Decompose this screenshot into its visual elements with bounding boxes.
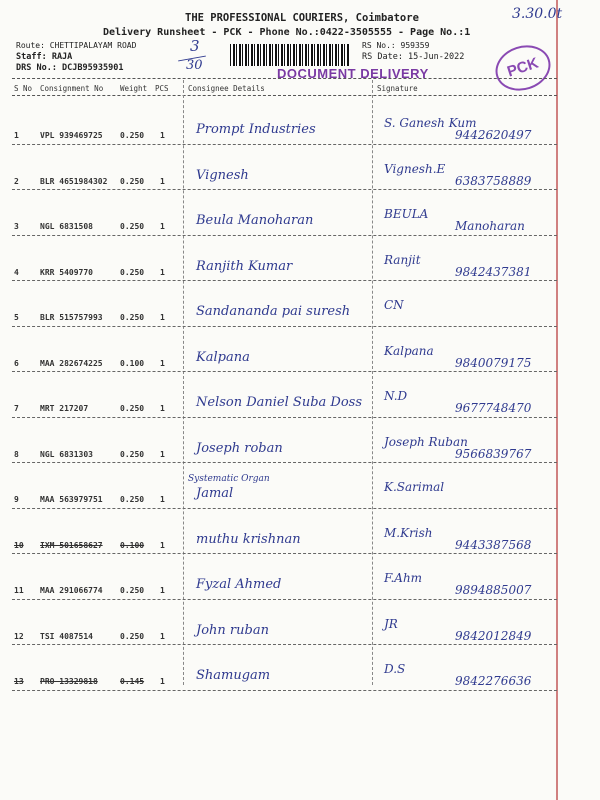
row-consignment-no: TSI 4087514 bbox=[40, 631, 93, 641]
row-sno: 8 bbox=[14, 449, 19, 459]
row-sno: 11 bbox=[14, 586, 24, 595]
row-weight: 0.100 bbox=[120, 358, 145, 368]
col-header-sno: S No bbox=[14, 84, 33, 93]
row-sno: 12 bbox=[14, 631, 24, 641]
row-signature: JR bbox=[384, 616, 398, 631]
row-weight: 0.250 bbox=[120, 176, 145, 186]
row-divider bbox=[12, 189, 557, 190]
row-weight: 0.250 bbox=[120, 267, 145, 277]
row-sno: 3 bbox=[14, 222, 19, 231]
row-signature: D.S bbox=[384, 662, 406, 676]
row-consignee-name: Joseph roban bbox=[196, 440, 283, 456]
rs-date: RS Date: 15-Jun-2022 bbox=[362, 52, 465, 62]
row-signature: CN bbox=[384, 298, 404, 312]
route-label: Route: CHETTIPALAYAM ROAD bbox=[16, 41, 137, 50]
row-phone: 9442620497 bbox=[455, 128, 532, 142]
page-subtitle: Delivery Runsheet - PCK - Phone No.:0422-3505555 - Page No.:1 bbox=[103, 27, 471, 38]
row-consignee-name: Ranjith Kumar bbox=[196, 258, 293, 274]
row-phone: Manoharan bbox=[455, 219, 525, 233]
row-divider bbox=[12, 508, 557, 509]
row-consignment-no: BLR 4651984302 bbox=[40, 176, 108, 186]
row-pcs: 1 bbox=[160, 495, 165, 504]
row-pcs: 1 bbox=[160, 449, 165, 459]
row-pcs: 1 bbox=[160, 404, 165, 413]
top-rule bbox=[12, 78, 557, 79]
row-weight: 0.145 bbox=[120, 677, 145, 686]
row-phone: 9842437381 bbox=[455, 264, 532, 279]
row-consignment-no: NGL 6831508 bbox=[40, 222, 93, 231]
row-weight: 0.250 bbox=[120, 131, 145, 140]
row-divider bbox=[12, 644, 557, 645]
row-pcs: 1 bbox=[160, 176, 165, 186]
row-weight: 0.250 bbox=[120, 222, 145, 231]
row-signature: Vignesh.E bbox=[384, 161, 446, 176]
row-consignee-note: Systematic Organ bbox=[188, 474, 270, 484]
row-phone: 9842276636 bbox=[455, 674, 532, 688]
col-header-signature: Signature bbox=[377, 84, 418, 93]
row-sno: 13 bbox=[14, 677, 24, 686]
row-sno: 4 bbox=[14, 267, 19, 277]
row-phone: 9677748470 bbox=[455, 401, 532, 415]
col-header-consignment: Consignment No bbox=[40, 84, 104, 93]
row-weight: 0.250 bbox=[120, 495, 145, 504]
row-consignee-name: Prompt Industries bbox=[196, 122, 316, 137]
row-signature: S. Ganesh Kum bbox=[384, 116, 477, 130]
row-sno: 7 bbox=[14, 404, 19, 413]
row-signature: K.Sarimal bbox=[384, 480, 445, 494]
row-phone: 9894885007 bbox=[455, 583, 532, 597]
row-sno: 10 bbox=[14, 540, 24, 550]
corner-note: 3.30.0t bbox=[512, 6, 563, 22]
row-weight: 0.250 bbox=[120, 449, 145, 459]
document-delivery-stamp: DOCUMENT DELIVERY bbox=[277, 66, 429, 81]
row-divider bbox=[12, 235, 557, 236]
row-divider bbox=[12, 326, 557, 327]
row-weight: 0.100 bbox=[120, 540, 145, 550]
row-pcs: 1 bbox=[160, 540, 165, 550]
row-consignee-name: Vignesh bbox=[196, 167, 249, 183]
row-pcs: 1 bbox=[160, 313, 165, 322]
row-sno: 1 bbox=[14, 131, 19, 140]
row-sno: 2 bbox=[14, 176, 19, 186]
row-divider bbox=[12, 690, 557, 691]
row-pcs: 1 bbox=[160, 358, 165, 368]
row-pcs: 1 bbox=[160, 631, 165, 641]
margin-line bbox=[556, 0, 558, 800]
row-weight: 0.250 bbox=[120, 586, 145, 595]
row-signature: Kalpana bbox=[384, 343, 434, 358]
column-divider bbox=[183, 80, 184, 685]
row-divider bbox=[12, 371, 557, 372]
count-top: 3 bbox=[190, 37, 200, 55]
row-divider bbox=[12, 417, 557, 418]
row-signature: Ranjit bbox=[384, 252, 421, 267]
row-consignee-name: John ruban bbox=[196, 622, 269, 638]
row-divider bbox=[12, 462, 557, 463]
drs-label: DRS No.: DCJB95935901 bbox=[16, 63, 124, 73]
row-signature: M.Krish bbox=[384, 525, 433, 540]
row-consignment-no: MAA 291066774 bbox=[40, 586, 103, 595]
row-signature: Joseph Ruban bbox=[384, 434, 468, 449]
row-consignment-no: PRO 13329818 bbox=[40, 677, 98, 686]
page-title: THE PROFESSIONAL COURIERS, Coimbatore bbox=[185, 12, 419, 24]
pck-stamp: PCK bbox=[490, 38, 557, 97]
row-consignment-no: MRT 217207 bbox=[40, 404, 89, 413]
row-consignee-name: muthu krishnan bbox=[196, 531, 301, 547]
col-header-pcs: PCS bbox=[155, 84, 169, 93]
row-consignee-name: Sandananda pai suresh bbox=[196, 304, 351, 319]
row-signature: BEULA bbox=[384, 207, 429, 221]
barcode bbox=[230, 44, 350, 66]
row-consignment-no: IXM 501658627 bbox=[40, 540, 103, 550]
row-consignee-name: Fyzal Ahmed bbox=[196, 577, 282, 592]
row-divider bbox=[12, 599, 557, 600]
row-consignee-name: Beula Manoharan bbox=[196, 213, 314, 228]
column-divider bbox=[372, 80, 373, 685]
row-phone: 9443387568 bbox=[455, 537, 532, 552]
row-consignment-no: MAA 282674225 bbox=[40, 358, 103, 368]
row-consignment-no: MAA 563979751 bbox=[40, 495, 103, 504]
row-phone: 9840079175 bbox=[455, 355, 532, 370]
row-signature: F.Ahm bbox=[384, 571, 423, 585]
row-consignee-name: Nelson Daniel Suba Doss bbox=[196, 395, 362, 410]
row-consignment-no: VPL 939469725 bbox=[40, 131, 103, 140]
row-divider bbox=[12, 144, 557, 145]
row-consignment-no: BLR 515757993 bbox=[40, 313, 103, 322]
row-signature: N.D bbox=[384, 389, 408, 403]
row-phone: 9842012849 bbox=[455, 628, 532, 643]
row-weight: 0.250 bbox=[120, 313, 145, 322]
header-rule bbox=[12, 95, 557, 96]
row-weight: 0.250 bbox=[120, 631, 145, 641]
col-header-weight: Weight bbox=[120, 84, 148, 93]
row-pcs: 1 bbox=[160, 267, 165, 277]
row-consignee-name: Kalpana bbox=[196, 349, 250, 365]
row-consignment-no: KRR 5409770 bbox=[40, 267, 93, 277]
row-phone: 6383758889 bbox=[455, 173, 532, 188]
row-pcs: 1 bbox=[160, 586, 165, 595]
count-bottom: 30 bbox=[186, 58, 203, 73]
staff-label: Staff: RAJA bbox=[16, 52, 73, 62]
row-pcs: 1 bbox=[160, 131, 165, 140]
row-sno: 6 bbox=[14, 358, 19, 368]
row-divider bbox=[12, 280, 557, 281]
row-pcs: 1 bbox=[160, 222, 165, 231]
col-header-consignee: Consignee Details bbox=[188, 84, 265, 93]
row-consignee-name: Shamugam bbox=[196, 668, 271, 683]
row-consignment-no: NGL 6831303 bbox=[40, 449, 93, 459]
row-weight: 0.250 bbox=[120, 404, 145, 413]
row-pcs: 1 bbox=[160, 677, 165, 686]
row-phone: 9566839767 bbox=[455, 446, 532, 461]
rs-number: RS No.: 959359 bbox=[362, 41, 430, 50]
row-divider bbox=[12, 553, 557, 554]
row-sno: 9 bbox=[14, 495, 19, 504]
row-sno: 5 bbox=[14, 313, 19, 322]
row-consignee-name: Jamal bbox=[196, 486, 234, 501]
